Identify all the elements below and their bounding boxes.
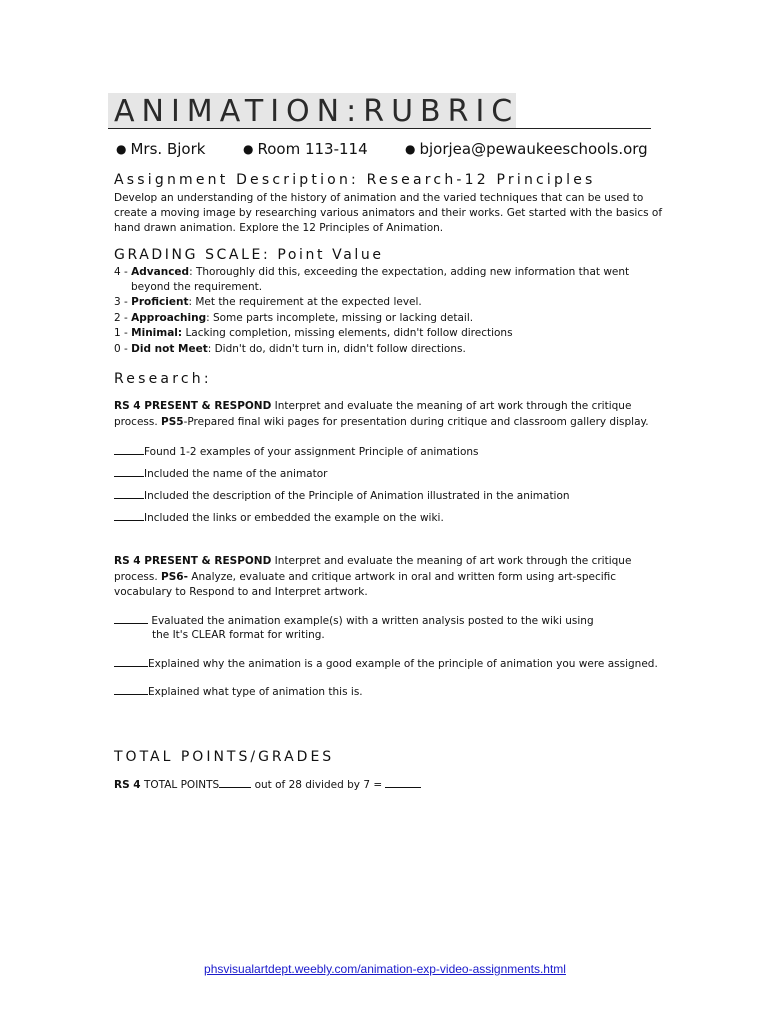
standard-line: RS 4 PRESENT & RESPOND Interpret and evaluate the meaning of art work through the critique bbox=[114, 555, 632, 567]
checklist-item: Explained why the animation is a good example of the principle of animation you were assigned. bbox=[114, 656, 658, 672]
assignment-heading: Assignment Description: Research-12 Principles bbox=[114, 172, 596, 188]
grading-item: 4 - Advanced: Thoroughly did this, exceeding the expectation, adding new information that went bbox=[114, 266, 630, 278]
checklist-item: Included the links or embedded the example on the wiki. bbox=[114, 510, 444, 526]
score-blank[interactable] bbox=[114, 656, 148, 667]
score-blank[interactable] bbox=[114, 510, 144, 521]
bullet-icon: ● bbox=[243, 142, 254, 156]
score-blank[interactable] bbox=[114, 684, 148, 695]
checklist-item-continued: the It's CLEAR format for writing. bbox=[152, 629, 325, 641]
footer-link[interactable]: phsvisualartdept.weebly.com/animation-exp-video-assignments.html bbox=[204, 962, 566, 976]
checklist-item: Found 1-2 examples of your assignment Principle of animations bbox=[114, 444, 479, 460]
grading-item: 2 - Approaching: Some parts incomplete, missing or lacking detail. bbox=[114, 312, 474, 324]
total-points-blank[interactable] bbox=[219, 777, 251, 788]
assignment-line: create a moving image by researching various animators and their works. Get started with the basics of bbox=[114, 207, 663, 219]
standard-line: process. PS5-Prepared final wiki pages for presentation during critique and classroom gallery display. bbox=[114, 416, 649, 428]
checklist-item: Explained what type of animation this is. bbox=[114, 684, 363, 700]
grading-item-continued: beyond the requirement. bbox=[131, 281, 263, 293]
checklist-item: Included the description of the Principle of Animation illustrated in the animation bbox=[114, 488, 570, 504]
grade-blank[interactable] bbox=[385, 777, 421, 788]
totals-heading: TOTAL POINTS/GRADES bbox=[114, 749, 335, 765]
score-blank[interactable] bbox=[114, 444, 144, 455]
score-blank[interactable] bbox=[114, 613, 148, 624]
teacher-name: ● Mrs. Bjork bbox=[116, 140, 206, 158]
grading-item: 1 - Minimal: Lacking completion, missing elements, didn't follow directions bbox=[114, 327, 513, 339]
standard-line: vocabulary to Respond to and Interpret artwork. bbox=[114, 586, 368, 598]
title-underline bbox=[108, 128, 651, 129]
bullet-icon: ● bbox=[405, 142, 416, 156]
checklist-item: Evaluated the animation example(s) with a written analysis posted to the wiki using bbox=[114, 613, 594, 629]
standard-line: RS 4 PRESENT & RESPOND Interpret and evaluate the meaning of art work through the critique bbox=[114, 400, 632, 412]
room-number: ● Room 113-114 bbox=[243, 140, 368, 158]
checklist-item: Included the name of the animator bbox=[114, 466, 327, 482]
teacher-email: ● bjorjea@pewaukeeschools.org bbox=[405, 140, 648, 158]
bullet-icon: ● bbox=[116, 142, 127, 156]
grading-heading: GRADING SCALE: Point Value bbox=[114, 247, 384, 263]
assignment-line: hand drawn animation. Explore the 12 Principles of Animation. bbox=[114, 222, 444, 234]
standard-line: process. PS6- Analyze, evaluate and critique artwork in oral and written form using art-specific bbox=[114, 571, 617, 583]
grading-item: 0 - Did not Meet: Didn't do, didn't turn in, didn't follow directions. bbox=[114, 343, 466, 355]
assignment-line: Develop an understanding of the history of animation and the varied techniques that can be used to bbox=[114, 192, 644, 204]
score-blank[interactable] bbox=[114, 466, 144, 477]
totals-line: RS 4 TOTAL POINTS out of 28 divided by 7 = bbox=[114, 777, 421, 793]
grading-item: 3 - Proficient: Met the requirement at the expected level. bbox=[114, 296, 422, 308]
score-blank[interactable] bbox=[114, 488, 144, 499]
page-title: ANIMATION:RUBRIC bbox=[114, 94, 520, 129]
research-heading: Research: bbox=[114, 371, 212, 387]
